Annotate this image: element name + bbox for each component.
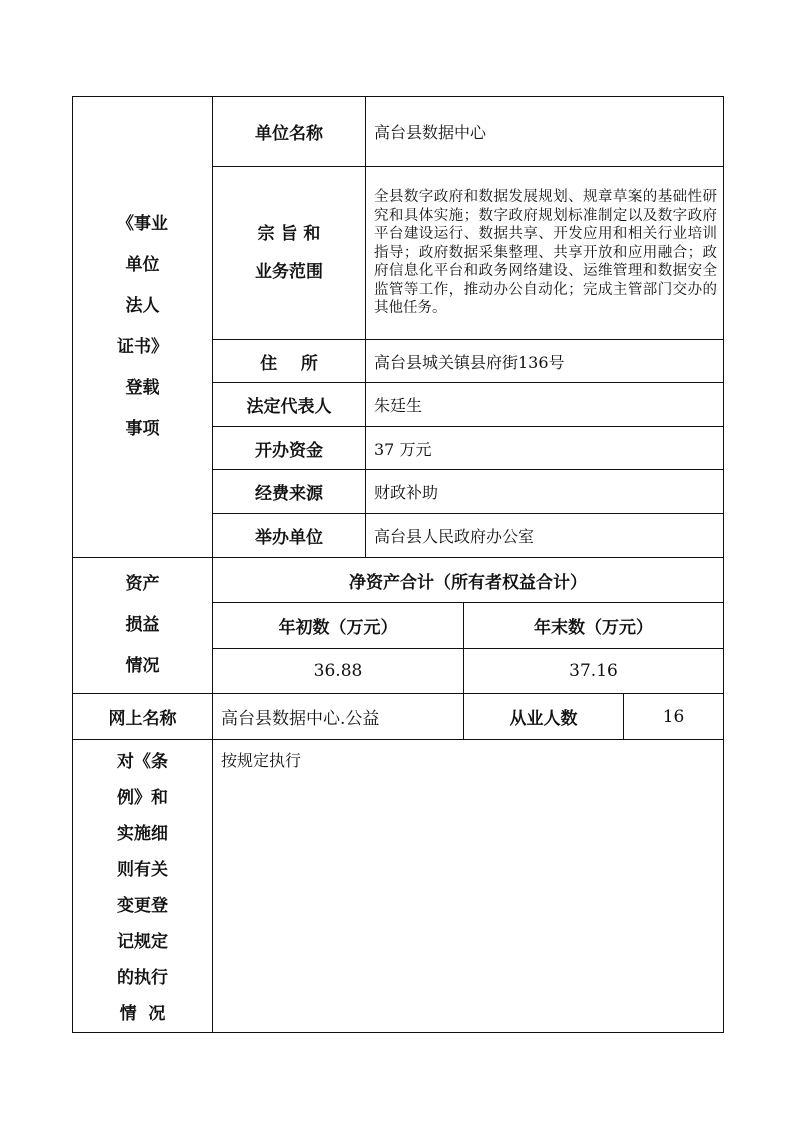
address-value: 高台县城关镇县府街136号: [366, 340, 724, 383]
capital-value: 37 万元: [366, 427, 724, 470]
year-start-header: 年初数（万元）: [213, 603, 464, 649]
year-end-header: 年末数（万元）: [464, 603, 724, 649]
scope-label: 宗 旨 和 业务范围: [213, 167, 366, 340]
registration-table: [72, 96, 724, 1033]
execution-value: 按规定执行: [213, 740, 724, 1033]
certificate-items-label: 《事业 单位 法人 证书》 登载 事项: [73, 97, 213, 558]
online-name-label: 网上名称: [73, 694, 213, 740]
funding-source-label: 经费来源: [213, 470, 366, 514]
sponsor-label: 举办单位: [213, 514, 366, 558]
legal-rep-value: 朱廷生: [366, 383, 724, 427]
report-page: [72, 96, 723, 1033]
execution-label: 对《条 例》和 实施细 则有关 变更登 记规定 的执行 情 况: [73, 740, 213, 1033]
capital-label: 开办资金: [213, 427, 366, 470]
assets-label: 资产 损益 情况: [73, 558, 213, 694]
staff-count-label: 从业人数: [464, 694, 624, 740]
net-assets-title: 净资产合计（所有者权益合计）: [213, 558, 724, 603]
address-label: 住 所: [213, 340, 366, 383]
sponsor-value: 高台县人民政府办公室: [366, 514, 724, 558]
online-name-value: 高台县数据中心.公益: [213, 694, 464, 740]
legal-rep-label: 法定代表人: [213, 383, 366, 427]
unit-name-value: 高台县数据中心: [366, 97, 724, 167]
scope-value: 全县数字政府和数据发展规划、规章草案的基础性研究和具体实施；数字政府规划标准制定以及数字政府平台建设运行、数据共享、开发应用和相关行业培训指导；政府数据采集整理、共享开放和应用融合；政府信息化平台和政务网络建设、运维管理和数据安全监管等工作，推动办公自动化；完成主管部门交办的其他任务。: [366, 167, 724, 340]
funding-source-value: 财政补助: [366, 470, 724, 514]
staff-count-value: 16: [624, 694, 724, 740]
year-start-value: 36.88: [213, 649, 464, 694]
year-end-value: 37.16: [464, 649, 724, 694]
unit-name-label: 单位名称: [213, 97, 366, 167]
